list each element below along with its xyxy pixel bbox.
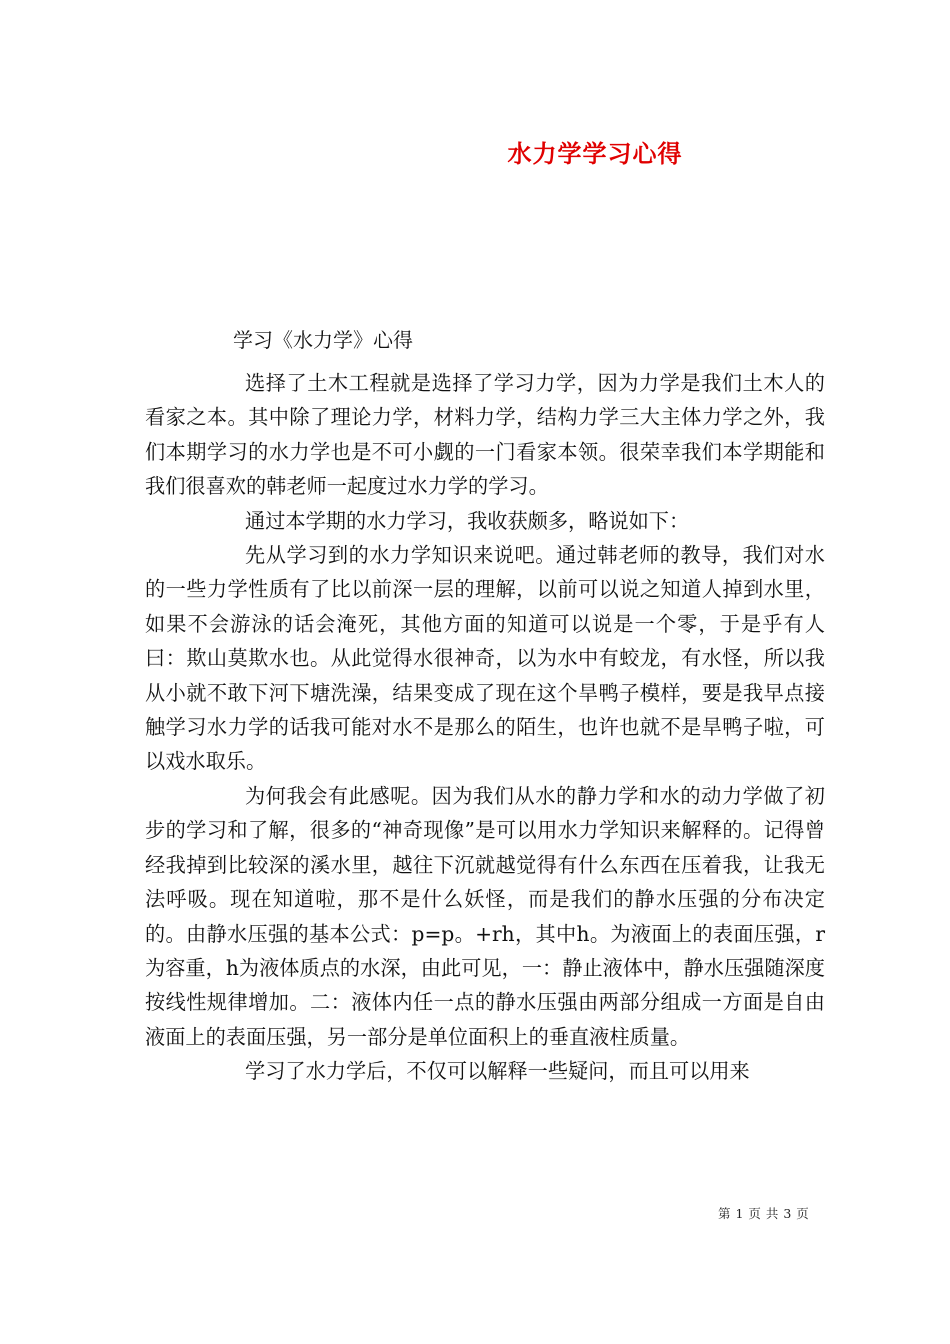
document-body	[145, 366, 825, 1089]
paragraph: 通过本学期的水力学习，我收获颇多，略说如下：	[245, 508, 690, 533]
document-subtitle: 学习《水力学》心得	[233, 328, 413, 352]
paragraph: 选择了土木工程就是选择了学习力学，因为力学是我们土木人的看家之本。其中除了理论力学，材料力学，结构力学三大主体力学之外，我们本期学习的水力学也是不可小觑的一门看家本领。很荣幸我们本学期能和我们很喜欢的韩老师一起度过水力学的学习。	[145, 371, 825, 499]
paragraph: 学习了水力学后，不仅可以解释一些疑问，而且可以用来	[245, 1059, 750, 1084]
paragraph: 先从学习到的水力学知识来说吧。通过韩老师的教导，我们对水的一些力学性质有了比以前深一层的理解，以前可以说之知道人掉到水里，如果不会游泳的话会淹死，其他方面的知道可以说是一个零，于是乎有人曰：欺山莫欺水也。从此觉得水很神奇，以为水中有蛟龙，有水怪，所以我从小就不敢下河下塘洗澡，结果变成了现在这个旱鸭子模样，要是我早点接触学习水力学的话我可能对水不是那么的陌生，也许也就不是旱鸭子啦，可以戏水取乐。	[145, 543, 825, 774]
paragraph: 为何我会有此感呢。因为我们从水的静力学和水的动力学做了初步的学习和了解，很多的“神奇现像”是可以用水力学知识来解释的。记得曾经我掉到比较深的溪水里，越往下沉就越觉得有什么东西在压着我，让我无法呼吸。现在知道啦，那不是什么妖怪，而是我们的静水压强的分布决定的。由静水压强的基本公式：p=p。+rh，其中h。为液面上的表面压强，r为容重，h为液体质点的水深，由此可见，一：静止液体中，静水压强随深度按线性规律增加。二：液体内任一点的静水压强由两部分组成一方面是自由液面上的表面压强，另一部分是单位面积上的垂直液柱质量。	[145, 783, 825, 1049]
document-title: 水力学学习心得	[507, 139, 683, 168]
page-number-footer: 第 1 页 共 3 页	[718, 1206, 810, 1221]
